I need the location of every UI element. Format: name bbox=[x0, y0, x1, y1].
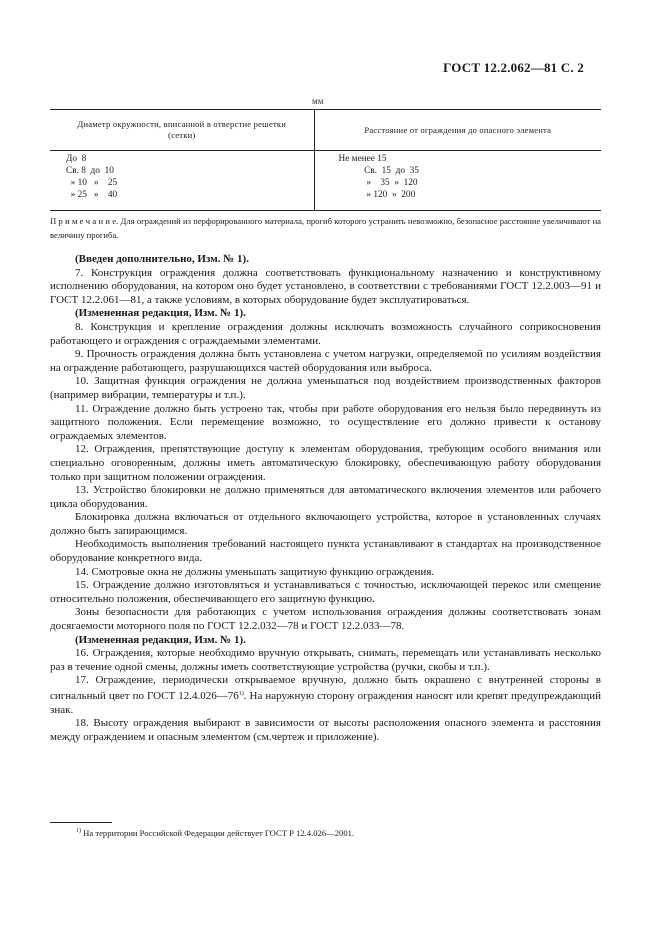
footnote-mark: 1) bbox=[76, 828, 81, 834]
paragraph-text: (Измененная редакция, Изм. № 1). bbox=[75, 307, 246, 320]
table-note: П р и м е ч а н и е. Для ограждений из перфорированного материала, прогиб которого устранить невозможно, безопасное расстояние увеличивают на величину прогиба. bbox=[50, 216, 601, 240]
header-diameter bbox=[50, 110, 315, 150]
footnote-divider bbox=[50, 822, 112, 823]
paragraph-text: 18. Высоту ограждения выбирают в зависимости от высоты расположения опасного элемента и расстояния между ограждением и опасным элементом (см.чертеж и приложение). bbox=[50, 717, 601, 743]
paragraph-text: (Измененная редакция, Изм. № 1). bbox=[75, 633, 246, 646]
col-distance bbox=[315, 151, 601, 210]
paragraph bbox=[50, 579, 601, 606]
paragraph-text: 14. Смотровые окна не должны уменьшать защитную функцию ограждения. bbox=[75, 565, 435, 578]
table-cell: Не менее 15 bbox=[338, 154, 387, 164]
footnote bbox=[76, 828, 354, 838]
table-body bbox=[50, 151, 601, 210]
header-diameter-line2: (сетки) bbox=[168, 130, 196, 140]
paragraph-text: Зоны безопасности для работающих с учетом использования ограждения должны соответствовать зонам досягаемости моторного поля по ГОСТ 12.2.032—78 и ГОСТ 12.2.033—78. bbox=[50, 606, 601, 633]
amendment-note bbox=[50, 253, 601, 267]
paragraph bbox=[50, 484, 601, 511]
distance-table bbox=[50, 109, 601, 211]
paragraph bbox=[50, 443, 601, 484]
table-cell: Св. 8 до 10 bbox=[66, 166, 114, 176]
paragraph-text: Необходимость выполнения требований настоящего пункта устанавливают в стандартах на производственное оборудование конкретного вида. bbox=[50, 538, 601, 565]
paragraph bbox=[50, 321, 601, 348]
paragraph-text-continued: . На наружную сторону ограждения наносят или крепят предупреждающий знак. bbox=[50, 690, 601, 716]
paragraph-text: 16. Ограждения, которые необходимо вручную открывать, снимать, перемещать или устанавливать несколько раз в течение одной смены, должны иметь соответствующие устройства (ручки, скобы и т.п.). bbox=[50, 647, 601, 673]
paragraph-text: 10. Защитная функция ограждения не должна уменьшаться под воздействием производственных факторов (например вибрации, температуры и т.п.). bbox=[50, 375, 601, 401]
paragraph bbox=[50, 348, 601, 375]
paragraph bbox=[50, 403, 601, 444]
paragraph bbox=[50, 511, 601, 538]
paragraph-text: 7. Конструкция ограждения должна соответствовать функциональному назначению и конструктивному исполнению оборудования, на котором оно будет установлено, в соответствии с требованиями ГОСТ 12.2.003—91 и ГОСТ 12.2.061—81, а также условиям, в которых оборудование будет эксплуатироваться. bbox=[50, 266, 601, 306]
paragraph-text: 12. Ограждения, препятствующие доступу к элементам оборудования, требующим особого внимания или специально оговоренным, должны иметь автоматическую блокировку, обеспечивающую работу оборудования только при защитном положении ограждения. bbox=[50, 443, 601, 483]
paragraph-text: 17. Ограждение, периодически открываемое вручную, должно быть окрашено с внутренней стороны в сигнальный цвет по ГОСТ 12.4.026—76 bbox=[50, 674, 601, 702]
paragraph bbox=[50, 538, 601, 565]
paragraph-text: 15. Ограждение должно изготовляться и устанавливаться с точностью, исключающей перекос или смещение относительно положения, обеспечивающего его защитную функцию. bbox=[50, 579, 601, 605]
header-diameter-line1: Диаметр окружности, вписанной в отверстие решетки bbox=[77, 119, 287, 129]
table-cell: » 120 » 200 bbox=[338, 190, 416, 200]
paragraph-text: 9. Прочность ограждения должна быть установлена с учетом нагрузки, определяемой по усилиям воздействия на ограждение работающего, разрушающихся частей оборудования или выброса. bbox=[50, 348, 601, 374]
header-distance: Расстояние от ограждения до опасного элемента bbox=[364, 124, 552, 135]
paragraph bbox=[50, 647, 601, 674]
col-diameter bbox=[50, 151, 315, 210]
paragraph-text: (Введен дополнительно, Изм. № 1). bbox=[75, 253, 249, 265]
table-cell: » 25 » 40 bbox=[66, 190, 118, 200]
paragraph bbox=[50, 267, 601, 308]
table-header bbox=[50, 110, 601, 151]
table-units: мм bbox=[312, 96, 324, 106]
amendment-note bbox=[50, 634, 601, 648]
paragraph bbox=[50, 606, 601, 633]
footnote-text: На территории Российской Федерации действует ГОСТ Р 12.4.026—2001. bbox=[83, 828, 355, 838]
paragraph bbox=[50, 375, 601, 402]
table-cell: До 8 bbox=[66, 154, 87, 164]
page-header: ГОСТ 12.2.062—81 С. 2 bbox=[443, 60, 584, 75]
paragraph bbox=[50, 717, 601, 744]
paragraph-text: Блокировка должна включаться от отдельного включающего устройства, которое в установленных случаях должно быть запирающимся. bbox=[50, 511, 601, 537]
table-cell: » 35 » 120 bbox=[338, 178, 418, 188]
table-cell: Св. 15 до 35 bbox=[338, 166, 419, 176]
amendment-note bbox=[50, 307, 601, 321]
paragraph-text: 13. Устройство блокировки не должно применяться для автоматического включения элементов или рабочего цикла оборудования. bbox=[50, 484, 601, 510]
table-cell: » 10 » 25 bbox=[66, 178, 118, 188]
paragraph-text: 11. Ограждение должно быть устроено так, чтобы при работе оборудования его нельзя было передвинуть из защитного положения. Если перемещение возможно, то осуществление его должно привести к останову ограждаемых элементов. bbox=[50, 402, 601, 442]
footnote-ref: 1) bbox=[238, 691, 244, 697]
paragraph bbox=[50, 674, 601, 717]
paragraph bbox=[50, 566, 601, 580]
document-body bbox=[50, 253, 601, 744]
paragraph-text: 8. Конструкция и крепление ограждения должны исключать возможность случайного соприкосновения работающего и ограждения с ограждаемыми элементами. bbox=[50, 320, 601, 347]
